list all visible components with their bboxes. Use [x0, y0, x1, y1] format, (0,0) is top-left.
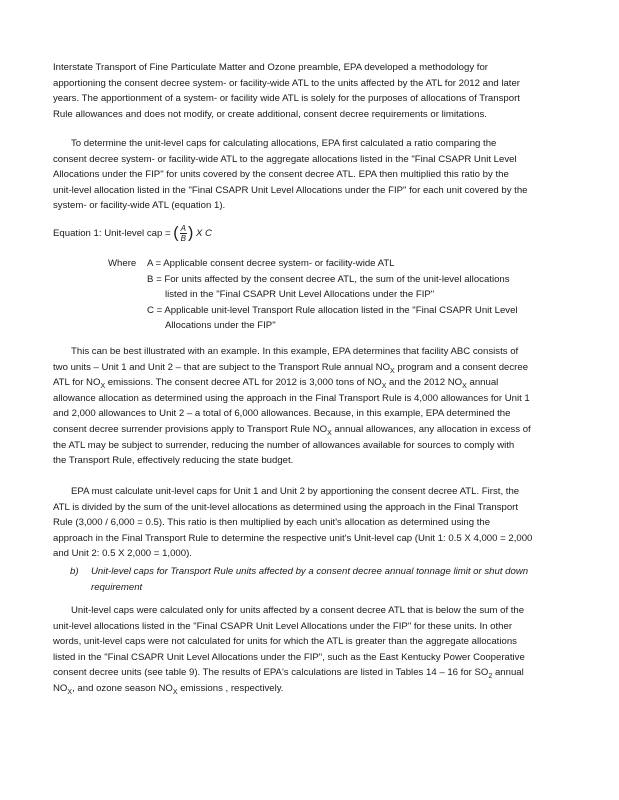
text-line: years. The apportionment of a system- or facility wide ATL is solely for the purposes of allocations of Transport — [53, 93, 520, 105]
text-line: allowance allocation as determined using the approach in the Final Transport Rule is 4,000 allowances for Unit 1 — [53, 392, 530, 404]
text-run: two units – Unit 1 and Unit 2 – that are subject to the Transport Rule annual NO — [53, 361, 391, 373]
text-line: listed in the "Final CSAPR Unit Level Allocations under the FIP", such as the East Kentucky Power Cooperative — [53, 651, 525, 663]
text-line: Allocations under the FIP" for units covered by the consent decree ATL. EPA then multiplied this ratio by the — [53, 169, 509, 181]
where-b-line2: listed in the "Final CSAPR Unit Level Allocations under the FIP" — [165, 289, 435, 300]
text-line: the Transport Rule, effectively reducing the state budget. — [53, 455, 294, 467]
text-line: apportioning the consent decree system- or facility-wide ATL to the units affected by the ATL for 2012 and later — [53, 77, 520, 89]
subscript: X — [462, 383, 467, 391]
equation-1 — [53, 224, 212, 243]
text-run: emissions. The consent decree ATL for 2012 is 3,000 tons of NO — [105, 377, 382, 389]
text-run: annual — [492, 667, 524, 679]
text-run: program and a consent decree — [394, 361, 529, 373]
text-run: annual allowances, any allocation in excess of — [331, 423, 531, 435]
text-line: consent decree system- or facility-wide ATL to the aggregate allocations listed in the "Final CSAPR Unit Level — [53, 153, 517, 165]
text-run: ATL for NO — [53, 377, 101, 389]
text-run: and the 2012 NO — [386, 377, 463, 389]
paragraph-method — [53, 136, 565, 214]
text-line: Interstate Transport of Fine Particulate Matter and Ozone preamble, EPA developed a methodology for — [53, 62, 488, 73]
text-line — [53, 665, 565, 681]
text-run: , and ozone season NO — [72, 682, 173, 694]
subheading-line2: requirement — [91, 582, 143, 593]
paragraph-results — [53, 603, 565, 697]
text-line — [53, 681, 565, 697]
text-line — [53, 375, 565, 391]
paragraph-calculation — [53, 484, 565, 562]
text-line: ATL is divided by the sum of the unit-level allocations as determined using the approach in the Final Transport — [53, 501, 519, 513]
subscript: X — [381, 383, 387, 391]
text-line: Unit-level caps were calculated only for units affected by a consent decree ATL that is below the sum of the — [71, 605, 525, 616]
paragraph-example — [53, 344, 565, 469]
text-line: approach in the Final Transport Rule to determine the respective unit's Unit-level cap (Unit 1: 0.5 X 4,000 = 2,000 — [53, 532, 533, 544]
text-line: This can be best illustrated with an example. In this example, EPA determines that facility ABC consists of — [71, 346, 519, 357]
text-line: unit-level allocation listed in the "Final CSAPR Unit Level Allocations under the FIP" for each unit covered by the — [53, 184, 528, 196]
subscript: X — [390, 367, 395, 375]
equation-label: Equation 1: Unit-level cap = — [53, 228, 171, 240]
subscript: X — [172, 688, 178, 696]
where-c-line2: Allocations under the FIP" — [165, 320, 276, 331]
paragraph-intro — [53, 60, 565, 122]
text-run: consent decree surrender provisions apply to Transport Rule NO — [53, 423, 328, 435]
where-c-line1: C = Applicable unit-level Transport Rule allocation listed in the "Final CSAPR Unit Level — [147, 305, 518, 316]
subscript: X — [327, 429, 332, 437]
subheading-line1: Unit-level caps for Transport Rule units affected by a consent decree annual tonnage limit or shut down — [91, 566, 529, 577]
text-line: EPA must calculate unit-level caps for Unit 1 and Unit 2 by apportioning the consent decree ATL. First, the — [71, 486, 520, 497]
text-line: Rule (3,000 / 6,000 = 0.5). This ratio is then multiplied by each unit's allocation as determined using the — [53, 517, 491, 529]
text-line: Rule allowances and does not modify, or create additional, consent decree requirements or limitations. — [53, 108, 487, 120]
subheading-marker: b) — [70, 566, 79, 577]
text-line: system- or facility-wide ATL (equation 1). — [53, 200, 226, 212]
text-run: consent decree units (see table 9). The results of EPA's calculations are listed in Tables 14 – 16 for SO — [53, 667, 489, 679]
text-line: and Unit 2: 0.5 X 2,000 = 1,000). — [53, 548, 192, 560]
text-line: unit-level allocations listed in the "Final CSAPR Unit Level Allocations under the FIP" for these units. In other — [53, 620, 513, 632]
subscript: 2 — [488, 673, 493, 681]
equation-paren-open: ( — [173, 224, 179, 242]
equation-numerator: A — [180, 224, 186, 233]
subheading-b — [70, 564, 529, 593]
text-line: the ATL may be subject to surrender, reducing the number of allowances available for sources to comply with — [53, 439, 515, 451]
text-line — [53, 360, 565, 376]
equation-denominator: B — [180, 234, 186, 243]
text-run: emissions , respectively. — [177, 682, 284, 694]
text-line: words, unit-level caps were not calculated for units for which the ATL is greater than the aggregate allocations — [53, 636, 517, 648]
text-line: and 2,000 allowances to Unit 2 – a total of 6,000 allowances. Because, in this example, EPA determined the — [53, 408, 511, 420]
where-b-line1: B = For units affected by the consent decree ATL, the sum of the unit-level allocations — [147, 274, 510, 285]
where-a: A = Applicable consent decree system- or facility-wide ATL — [147, 258, 395, 269]
text-line: To determine the unit-level caps for calculating allocations, EPA first calculated a ratio comparing the — [71, 138, 497, 149]
subscript: X — [100, 383, 106, 391]
text-run: annual — [466, 377, 499, 389]
equation-fraction — [180, 224, 187, 243]
subscript: X — [67, 688, 73, 696]
text-run: NO — [53, 682, 68, 694]
equation-paren-close: ) — [187, 224, 194, 242]
text-line — [53, 422, 565, 438]
equation-tail: X C — [195, 228, 212, 240]
where-label: Where — [108, 258, 137, 269]
